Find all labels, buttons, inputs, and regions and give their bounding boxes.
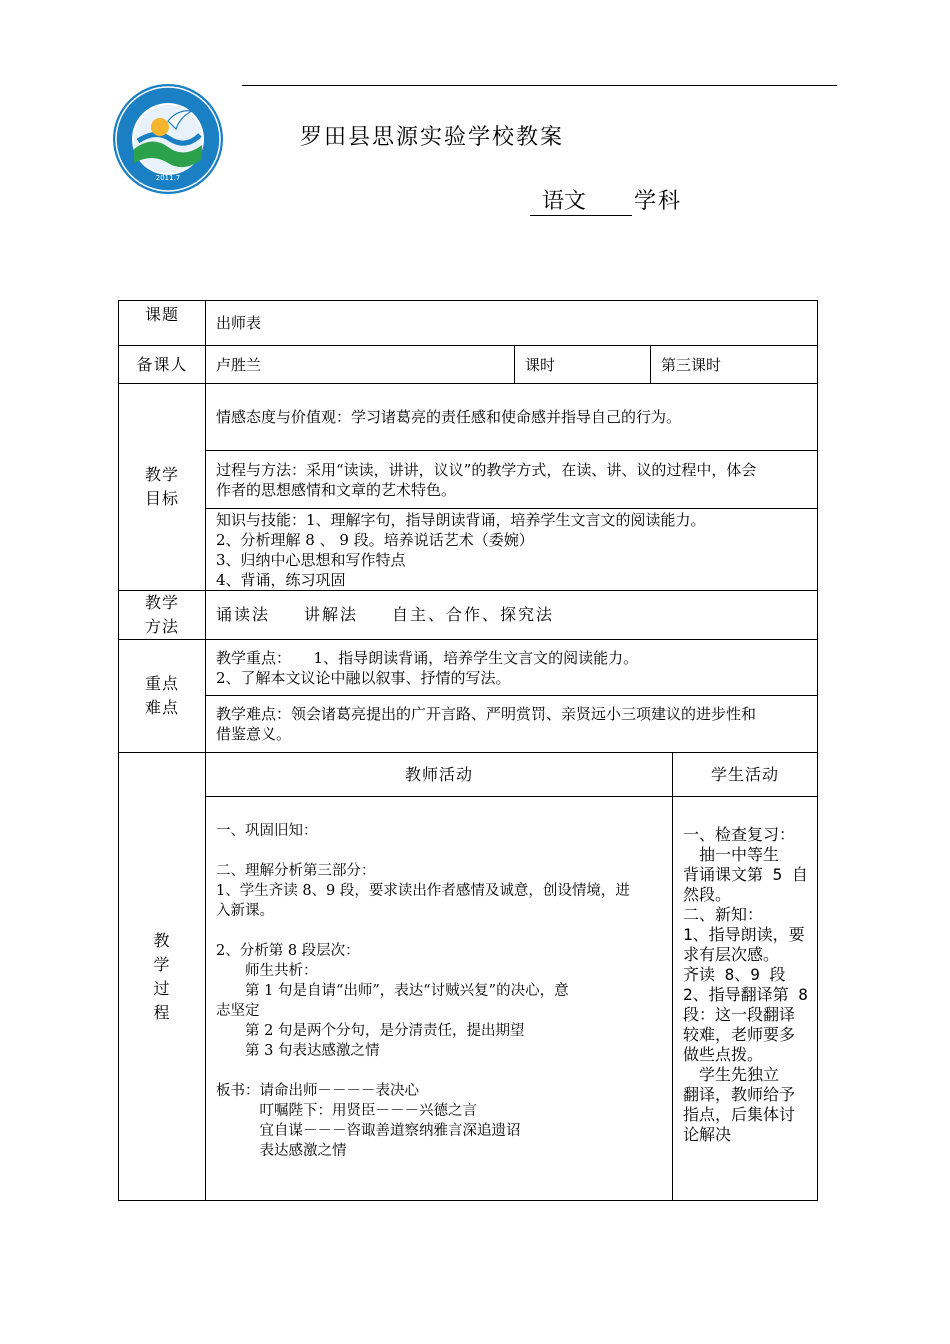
student-activity-line: 学生先独立: [683, 1065, 780, 1084]
student-activity-line: 翻译，教师给予: [683, 1085, 796, 1104]
goal-knowledge-row: [119, 509, 818, 591]
student-activity-line: 指点，后集体讨: [683, 1105, 796, 1124]
period-label: 课时: [515, 346, 651, 384]
knowledge-line-2: 2、分析理解 8 、 9 段。培养说话艺术（委婉）: [216, 530, 534, 549]
methods-cell: [206, 591, 818, 640]
teacher-activity-line: 第 1 句是自请“出师”，表达“讨贼兴复”的决心，意: [216, 983, 569, 999]
goal-knowledge-cell: [206, 509, 818, 591]
method-item: 自主、合作、探究法: [392, 605, 555, 624]
process-line-1: 采用“读读，讲讲，议议”的教学方式，在读、讲、议的过程中，体会: [306, 460, 757, 479]
goal-emotion-cell: [206, 384, 818, 451]
topic-row: [119, 301, 818, 346]
teacher-activity-line: [216, 921, 662, 941]
difficulty-keyword: 教学难点：: [216, 705, 292, 723]
method-item: 讲解法: [304, 605, 359, 624]
student-activity-line: 抽一中等生: [683, 845, 780, 864]
teacher-activity-line: [216, 841, 662, 861]
difficulty-line-2: 借鉴意义。: [216, 725, 292, 743]
subject-name: 语文: [530, 189, 632, 216]
process-line-2: 作者的思想感情和文章的艺术特色。: [216, 480, 457, 499]
emotion-text: 学习诸葛亮的责任感和使命感并指导自己的行为。: [351, 408, 682, 426]
emotion-keyword: 情感态度与价值观：: [216, 408, 352, 426]
student-activity-line: 背诵课文第 5 自: [683, 865, 808, 884]
student-activity-line: 做些点拨。: [683, 1045, 764, 1064]
goal-process-cell: [206, 451, 818, 509]
topic-value: 出师表: [206, 301, 818, 346]
difficulty-row: [119, 696, 818, 753]
logo-year: 2011.7: [155, 174, 181, 182]
teacher-activity-line: 宜自谋－－－咨诹善道察纳雅言深追遗诏: [216, 1123, 521, 1139]
period-value: 第三课时: [651, 346, 818, 384]
lesson-plan-table: [118, 300, 818, 1201]
process-label: 教 学 过 程: [119, 753, 206, 1201]
difficulty-line-1: 领会诸葛亮提出的广开言路、严明赏罚、亲贤远小三项建议的进步性和: [291, 705, 757, 723]
teacher-activity-line: 板书：请命出师－－－－表决心: [216, 1083, 419, 1099]
header-rule: [242, 85, 837, 86]
school-logo-icon: [112, 83, 224, 195]
teacher-activity-line: 第 2 句是两个分句，是分清责任，提出期望: [216, 1023, 525, 1039]
difficulty-cell: [206, 696, 818, 753]
activity-content-row: [119, 797, 818, 1201]
student-activity-line: 段：这一段翻译: [683, 1005, 796, 1024]
student-activity-line: 齐读 8、9 段: [683, 965, 786, 984]
student-activity-line: 一、检查复习：: [683, 825, 796, 844]
student-activity-line: 求有层次感。: [683, 945, 780, 964]
key-point-row: [119, 640, 818, 696]
school-title: 罗田县思源实验学校教案: [300, 125, 565, 150]
teacher-activity-line: 志坚定: [216, 1003, 260, 1019]
student-activity-line: 然段。: [683, 885, 732, 904]
key-point-cell: [206, 640, 818, 696]
knowledge-line-4: 4、背诵，练习巩固: [216, 570, 346, 589]
goals-label: 教学 目标: [119, 384, 206, 591]
goal-process-row: [119, 451, 818, 509]
method-item: 诵读法: [216, 605, 271, 624]
teacher-activity-header: 教师活动: [206, 753, 673, 797]
teacher-activity-line: 师生共析：: [216, 963, 318, 979]
student-activity-line: 2、指导翻译第 8: [683, 985, 808, 1004]
preparer-row: [119, 346, 818, 384]
student-activity-header: 学生活动: [673, 753, 818, 797]
teacher-activity-line: 二、理解分析第三部分：: [216, 863, 376, 879]
methods-row: [119, 591, 818, 640]
knowledge-keyword: 知识与技能：: [216, 510, 307, 529]
subject-line: [530, 184, 682, 216]
activity-header-row: [119, 753, 818, 797]
key-keyword: 教学重点：: [216, 648, 284, 667]
keypoints-label: 重点 难点: [119, 640, 206, 753]
preparer-value: 卢胜兰: [206, 346, 515, 384]
topic-label: 课题: [119, 301, 206, 346]
goal-emotion-row: [119, 384, 818, 451]
student-activity-line: 1、指导朗读，要: [683, 925, 805, 944]
preparer-label: 备课人: [119, 346, 206, 384]
subject-suffix: 学科: [634, 189, 683, 214]
student-activity-cell: [673, 797, 818, 1201]
teacher-activity-line: 第 3 句表达感激之情: [216, 1043, 380, 1059]
student-activity-line: 二、新知：: [683, 905, 764, 924]
teacher-activity-line: 入新课。: [216, 903, 274, 919]
key-line-1: 1、指导朗读背诵，培养学生文言文的阅读能力。: [313, 648, 639, 667]
student-activity-line: 论解决: [683, 1125, 732, 1144]
process-keyword: 过程与方法：: [216, 460, 307, 479]
teacher-activity-line: [216, 1061, 662, 1081]
knowledge-line-3: 3、归纳中心思想和写作特点: [216, 550, 406, 569]
methods-label: 教学 方法: [119, 591, 206, 640]
knowledge-line-1: 1、理解字句，指导朗读背诵，培养学生文言文的阅读能力。: [306, 510, 706, 529]
teacher-activity-line: 叮嘱陛下：用贤臣－－－兴德之言: [216, 1103, 477, 1119]
teacher-activity-line: 一、巩固旧知：: [216, 823, 318, 839]
student-activity-line: 较难，老师要多: [683, 1025, 796, 1044]
teacher-activity-cell: [206, 797, 673, 1201]
teacher-activity-line: 2、分析第 8 段层次：: [216, 943, 360, 959]
teacher-activity-line: 表达感激之情: [216, 1143, 347, 1159]
teacher-activity-line: 1、学生齐读 8、9 段，要求读出作者感情及诚意，创设情境，进: [216, 883, 630, 899]
key-line-2: 2、了解本文议论中融以叙事、抒情的写法。: [216, 668, 511, 687]
